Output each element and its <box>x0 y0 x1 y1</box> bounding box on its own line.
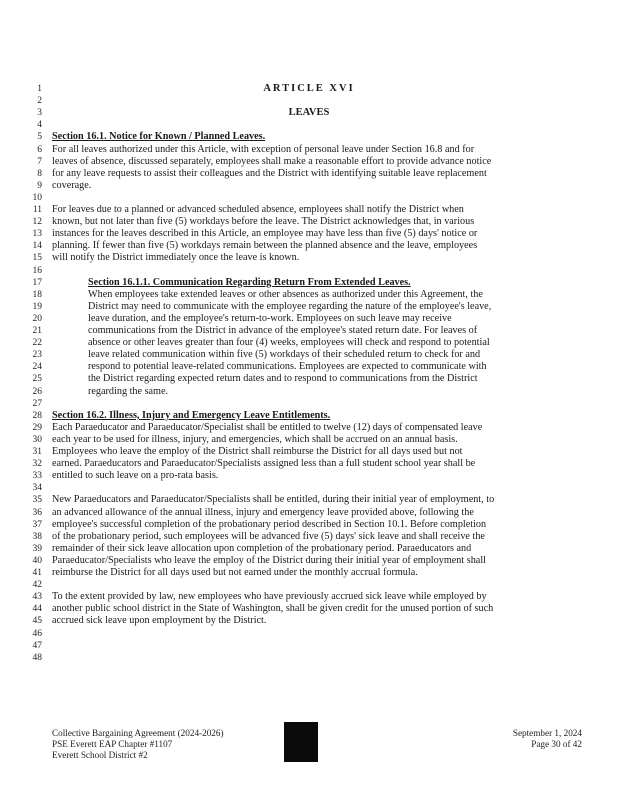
body-text-line: To the extent provided by law, new employees who have previously accrued sick leave while employed by <box>52 591 487 603</box>
line-number: 26 <box>32 386 42 397</box>
body-text-line: Each Paraeducator and Paraeducator/Specialist shall be entitled to twelve (12) days of compensated leave <box>52 421 483 433</box>
body-text-line: When employees take extended leaves or other absences as authorized under this Agreement, the <box>88 288 483 300</box>
line-number: 29 <box>32 422 42 433</box>
body-text-line: For leaves due to a planned or advanced scheduled absence, employees shall notify the District when <box>52 204 464 215</box>
section-heading: Section 16.1. Notice for Known / Planned Leaves. <box>52 131 266 143</box>
line-number: 24 <box>32 362 42 373</box>
body-text-line: For all leaves authorized under this Article, with exception of personal leave under Section 16.8 and for <box>52 143 475 155</box>
line-number: 46 <box>32 628 42 639</box>
body-text-line: remainder of their sick leave allocation upon completion of the probationary period. Paraeducators and <box>52 542 472 554</box>
redaction-block <box>284 722 318 762</box>
line-number: 23 <box>32 350 42 361</box>
line-number: 48 <box>32 652 42 663</box>
body-text-line: communications from the District in advance of the employee's stated return date. For leaves of <box>88 325 478 336</box>
body-text-line: District may need to communicate with the employee regarding the nature of the employee's leave, <box>88 300 492 312</box>
line-number: 8 <box>37 168 42 179</box>
body-text-line: another public school district in the State of Washington, shall be given credit for the unused portion of such <box>52 603 494 615</box>
body-text-line: accrued sick leave upon employment by the District. <box>52 615 267 627</box>
footer-left-line: PSE Everett EAP Chapter #1107 <box>52 739 173 749</box>
body-text-line: leaves of absence, discussed separately, employees shall make a reasonable effort to provide advance notice <box>52 155 492 167</box>
line-number: 1 <box>37 84 42 94</box>
line-number: 36 <box>32 507 42 518</box>
line-number: 41 <box>32 568 42 578</box>
line-number: 18 <box>32 289 42 300</box>
line-number: 30 <box>32 434 42 445</box>
body-text-line: for any leave requests to assist their colleagues and the District with identifying suitable leave replacement <box>52 167 487 179</box>
line-number: 20 <box>32 313 42 324</box>
body-text-line: Employees who leave the employ of the District shall reimburse the District for all days used but not <box>52 446 463 457</box>
footer-right-line: September 1, 2024 <box>512 728 582 738</box>
body-text-line: of the probationary period, such employees will be advanced five (5) days' sick leave and shall receive the <box>52 530 485 542</box>
article-title: ARTICLE XVI <box>263 83 355 94</box>
line-number: 34 <box>32 483 42 494</box>
line-number: 38 <box>32 531 42 542</box>
line-number: 9 <box>37 180 42 191</box>
body-text-line: New Paraeducators and Paraeducator/Specialists shall be entitled, during their initial year of employment, to <box>52 494 495 506</box>
line-number: 25 <box>32 374 42 385</box>
line-number: 6 <box>37 144 42 155</box>
body-text-line: known, but not later than five (5) workdays before the leave. The District acknowledges that, in various <box>52 216 475 228</box>
line-number: 3 <box>37 108 42 119</box>
line-number: 10 <box>32 192 42 203</box>
line-number: 15 <box>32 253 42 264</box>
line-number: 22 <box>32 338 42 349</box>
body-text-line: entitled to such leave on a pro-rata basis. <box>52 470 219 482</box>
line-number: 7 <box>37 156 42 167</box>
line-number: 45 <box>32 616 42 627</box>
body-text-line: each year to be used for illness, injury, and emergencies, which shall be accrued on an annual basis. <box>52 433 458 445</box>
footer-right-line: Page 30 of 42 <box>531 739 582 749</box>
body-text-line: employee's successful completion of the probationary period described in Section 10.1. Before completion <box>52 518 487 530</box>
line-number: 4 <box>37 120 42 131</box>
line-number: 19 <box>32 301 42 312</box>
body-text-line: leave duration, and the employee's return-to-work. Employees on such leave may receive <box>88 312 452 324</box>
line-number: 47 <box>32 640 42 651</box>
body-text-line: leave related communication within five (5) workdays of their scheduled return to check for and <box>88 349 481 361</box>
line-number: 13 <box>32 229 42 240</box>
body-text-line: regarding the same. <box>88 385 169 397</box>
body-text-line: the District regarding expected return dates and to respond to communications from the District <box>88 373 478 385</box>
body-text-line: coverage. <box>52 179 92 191</box>
line-number: 37 <box>32 519 42 530</box>
line-number: 42 <box>32 580 42 591</box>
body-text-line: instances for the leaves described in this Article, an employee may have less than five (5) days' notice or <box>52 228 478 240</box>
footer-left-line: Collective Bargaining Agreement (2024-2026) <box>52 728 224 738</box>
line-number: 14 <box>32 241 42 252</box>
line-number: 28 <box>32 410 42 421</box>
body-text-line: planning. If fewer than five (5) workdays remain between the planned absence and the leave, employees <box>52 240 478 252</box>
section-heading: Section 16.2. Illness, Injury and Emergency Leave Entitlements. <box>52 409 331 421</box>
body-text-line: earned. Paraeducators and Paraeducator/Specialists assigned less than a full student school year shall be <box>52 458 476 470</box>
body-text-line: Paraeducator/Specialists who leave the employ of the District during their initial year of employment shall <box>52 554 486 566</box>
line-number: 2 <box>37 96 42 107</box>
article-subtitle: LEAVES <box>288 107 330 119</box>
footer-left <box>52 728 224 761</box>
body-text-line: will notify the District immediately once the leave is known. <box>52 252 300 264</box>
line-number: 43 <box>32 592 42 603</box>
line-number: 5 <box>37 132 42 143</box>
footer-left-line: Everett School District #2 <box>52 750 148 760</box>
line-number: 17 <box>32 277 42 288</box>
line-number: 33 <box>32 471 42 482</box>
line-number: 27 <box>32 398 42 409</box>
line-number: 44 <box>32 604 42 615</box>
line-number: 31 <box>32 447 42 457</box>
body-text-line: absence or other leaves greater than four (4) weeks, employees will check and respond to potential <box>88 337 490 349</box>
line-number: 21 <box>32 326 42 336</box>
line-number: 16 <box>32 265 42 276</box>
footer-right <box>513 728 582 750</box>
line-number: 40 <box>32 555 42 566</box>
line-number: 35 <box>32 495 42 506</box>
line-number: 32 <box>32 459 42 470</box>
section-heading: Section 16.1.1. Communication Regarding Return From Extended Leaves. <box>88 276 411 288</box>
body-text-line: reimburse the District for all days used but not earned under the monthly accrual formula. <box>52 567 418 578</box>
line-number: 39 <box>32 543 42 554</box>
line-number: 11 <box>32 205 42 215</box>
body-text-line: an advanced allowance of the annual illness, injury and emergency leave provided above, following the <box>52 506 474 518</box>
line-number: 12 <box>32 217 42 228</box>
body-text-line: respond to potential leave-related communications. Employees are expected to communicate with <box>88 361 487 373</box>
